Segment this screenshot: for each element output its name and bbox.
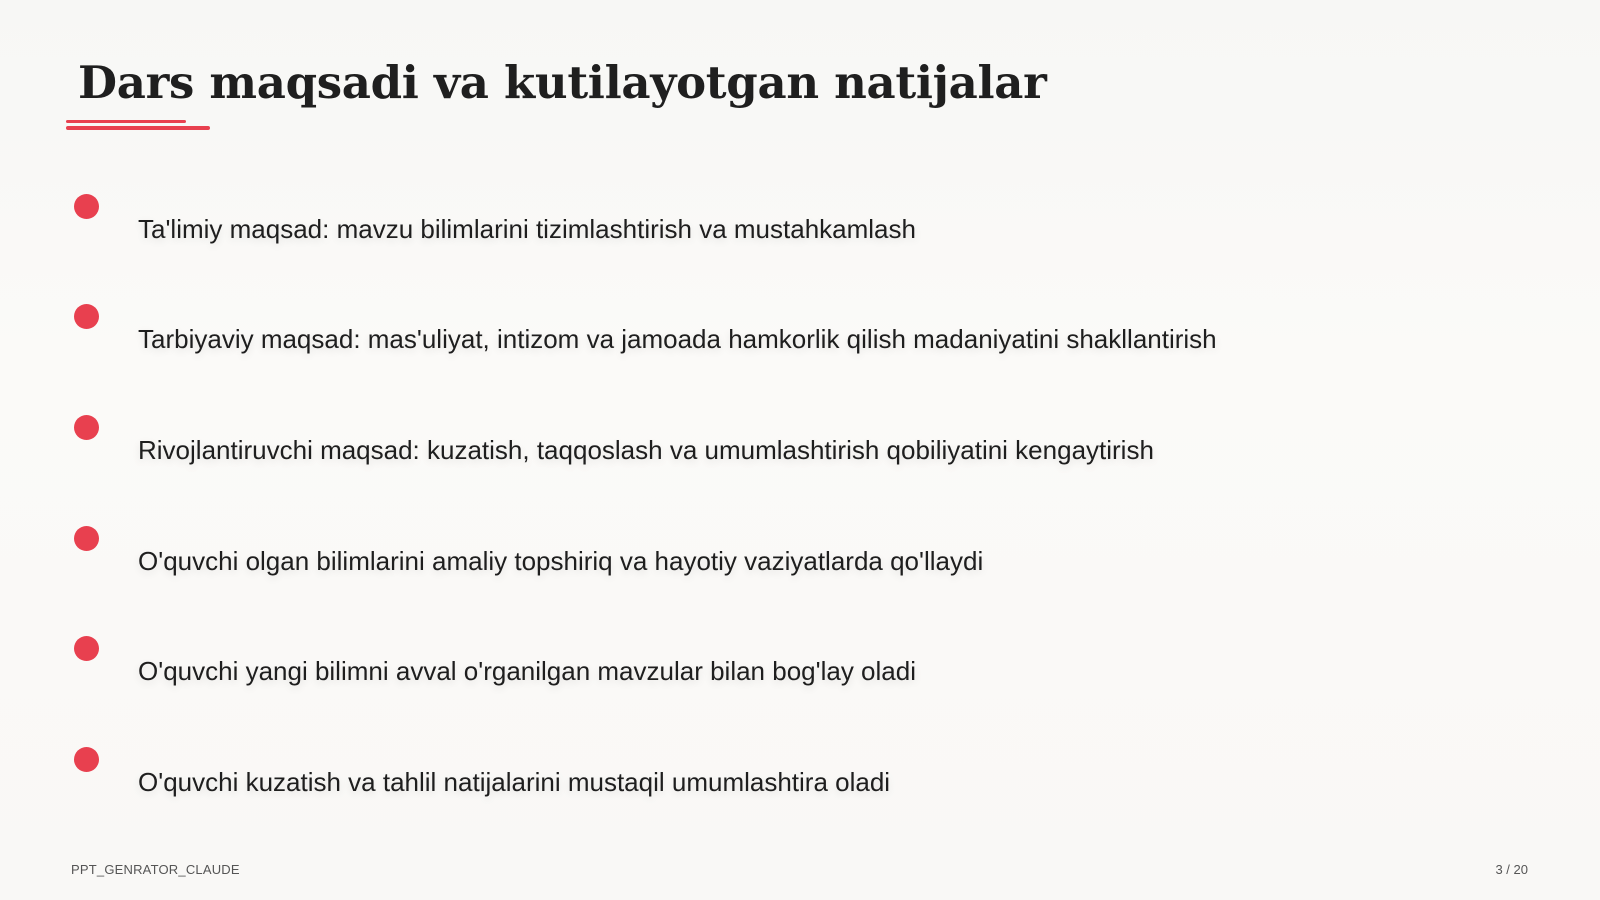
bullet-text: O'quvchi kuzatish va tahlil natijalarini mustaqil umumlashtira oladi [138,767,891,797]
bullet-item [72,304,1472,374]
bullet-item [72,747,1472,817]
bullet-dot-icon [74,747,99,772]
bullet-item [72,526,1472,596]
bullet-text: O'quvchi yangi bilimni avval o'rganilgan mavzular bilan bog'lay oladi [138,656,916,686]
bullet-dot-icon [74,194,99,219]
bullet-dot-icon [74,636,99,661]
bullet-dot-icon [74,415,99,440]
bullet-text: Ta'limiy maqsad: mavzu bilimlarini tizimlashtirish va mustahkamlash [138,214,916,244]
footer-brand: PPT_GENRATOR_CLAUDE [71,862,240,877]
slide-title: Dars maqsadi va kutilayotgan natijalar [78,56,1047,109]
bullet-text: Rivojlantiruvchi maqsad: kuzatish, taqqoslash va umumlashtirish qobiliyatini kengaytirish [138,435,1154,465]
bullet-item [72,415,1472,485]
bullet-text: Tarbiyaviy maqsad: mas'uliyat, intizom va jamoada hamkorlik qilish madaniyatini shakllantirish [138,324,1217,354]
bullet-item [72,194,1472,264]
bullet-item [72,636,1472,706]
bullet-dot-icon [74,526,99,551]
page-indicator: 3 / 20 [1495,862,1528,877]
bullet-text: O'quvchi olgan bilimlarini amaliy topshiriq va hayotiy vaziyatlarda qo'llaydi [138,546,984,576]
bullet-dot-icon [74,304,99,329]
